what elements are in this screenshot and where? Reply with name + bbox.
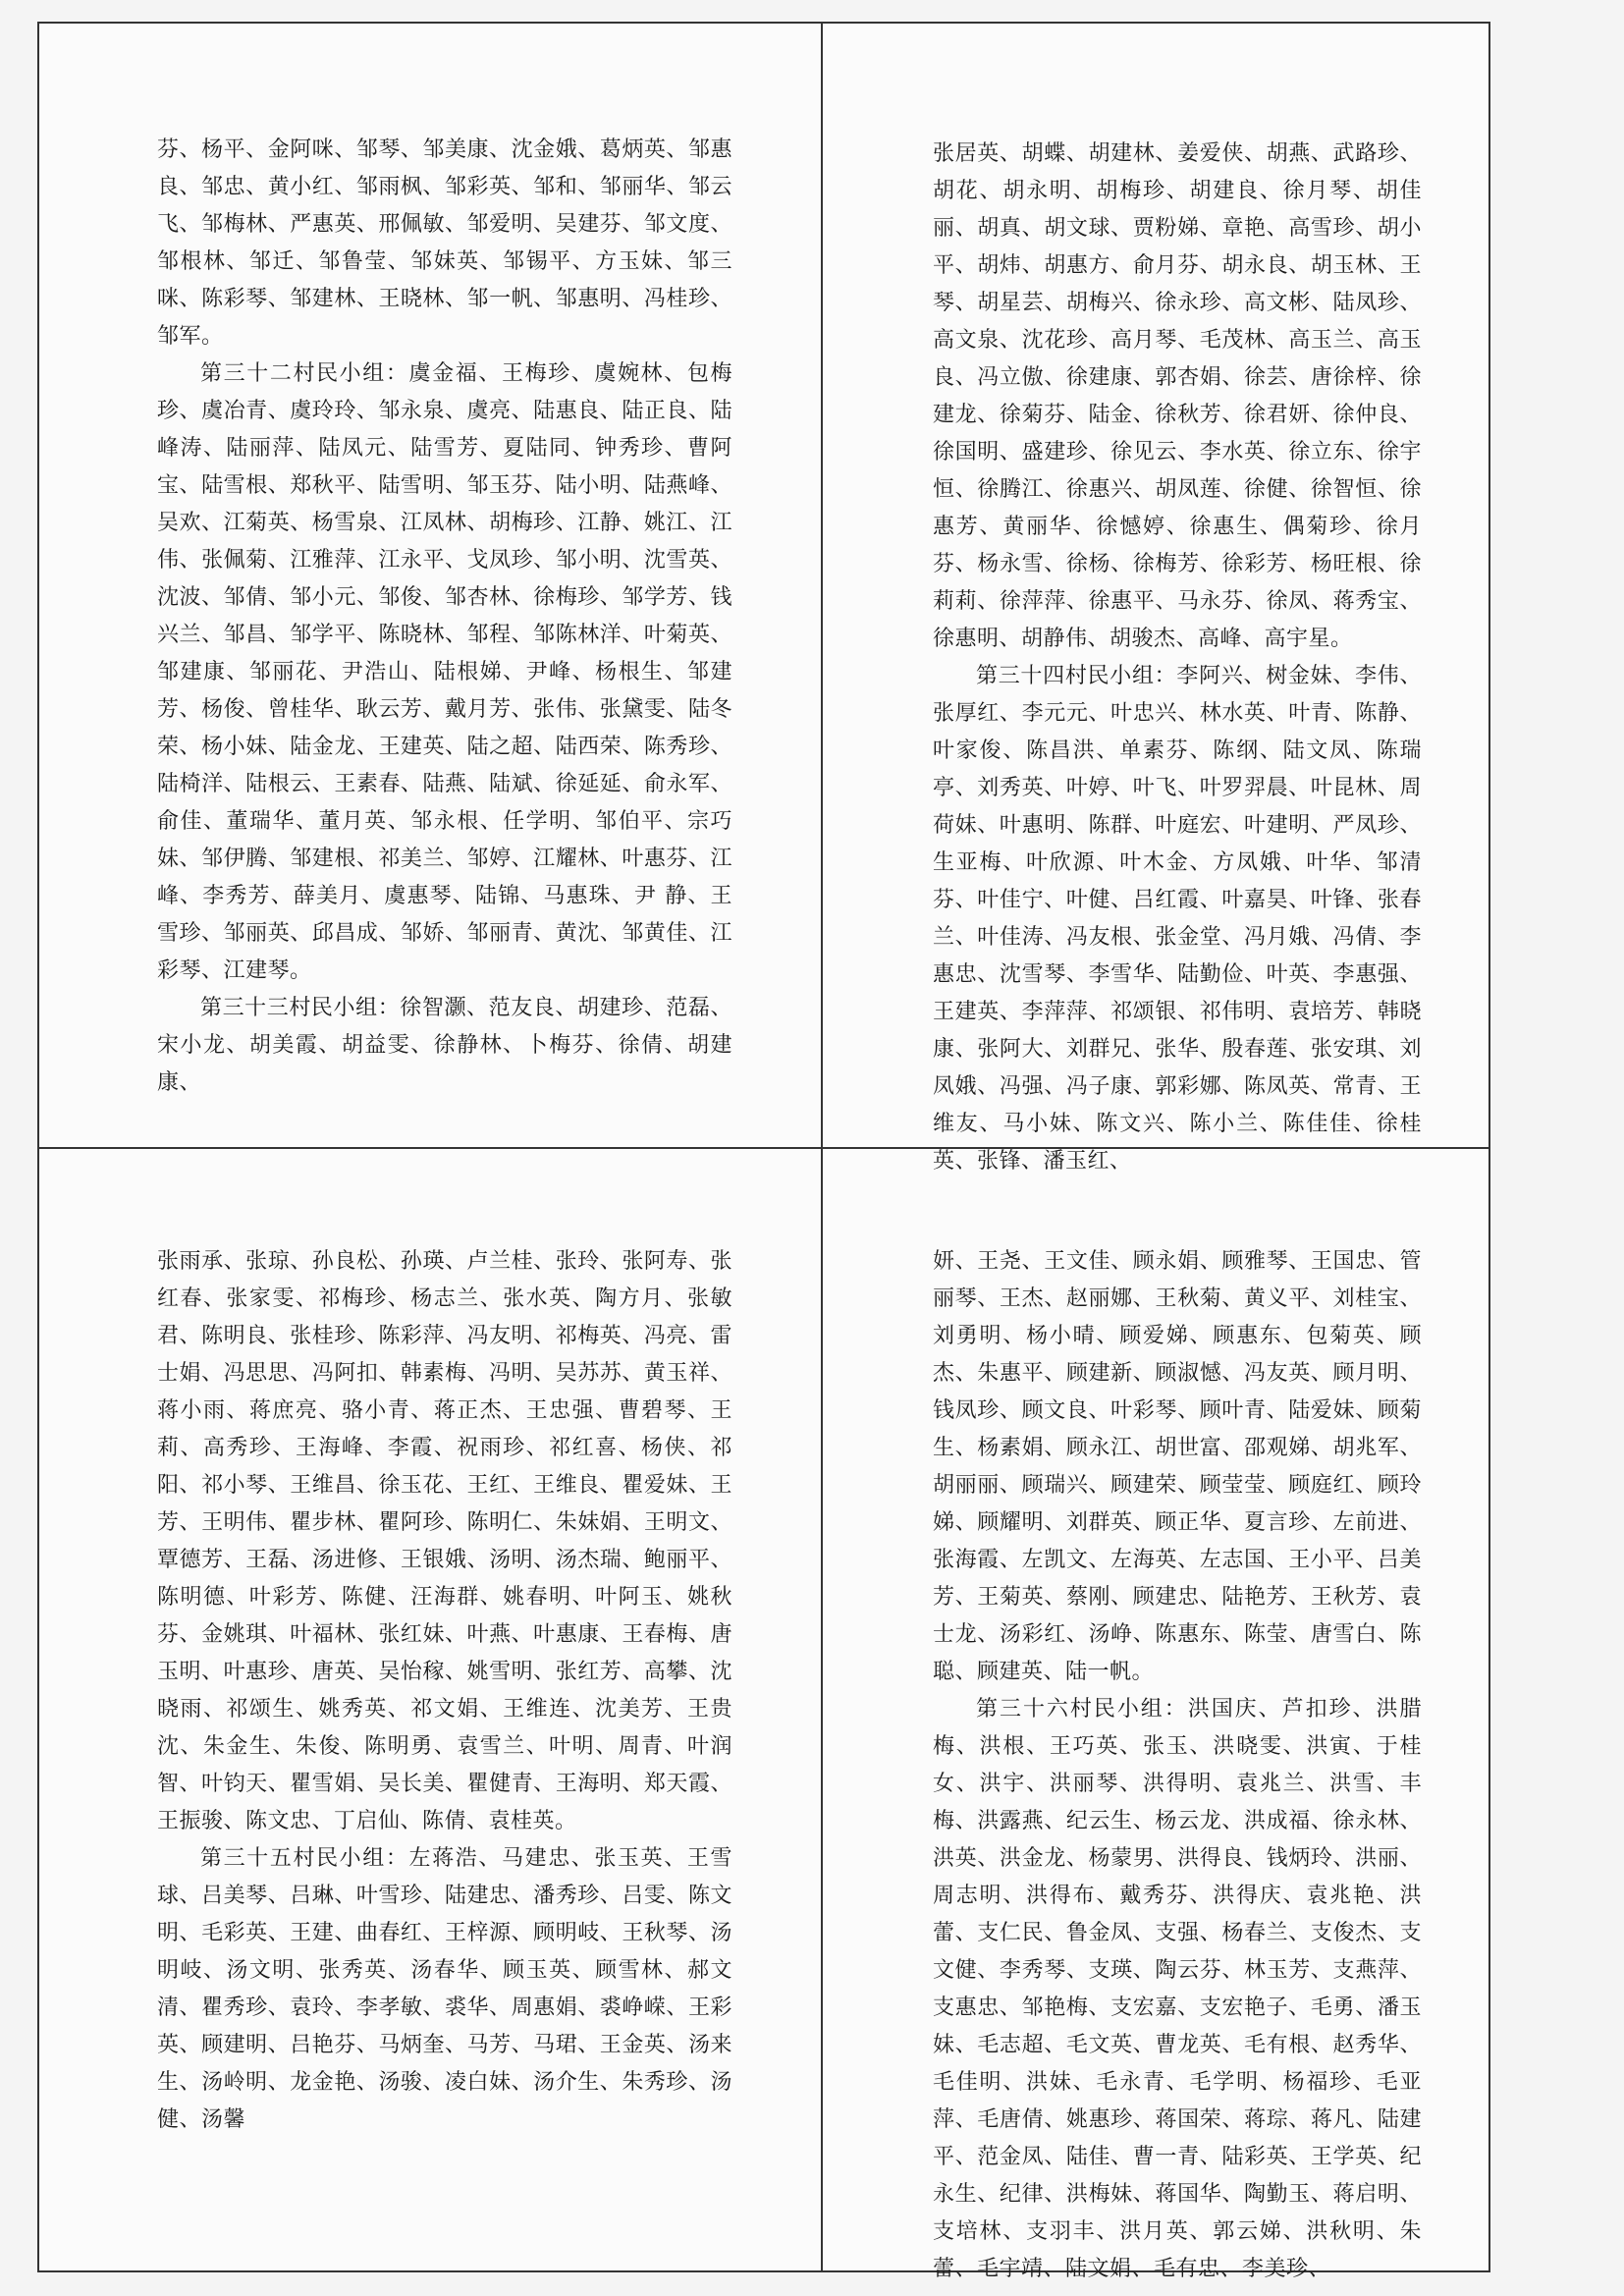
- group-34-paragraph: 第三十四村民小组：李阿兴、树金妹、李伟、张厚红、李元元、叶忠兴、林水英、叶青、陈静、叶家俊、陈昌洪、单素芬、陈纲、陆文凤、陈瑞亭、刘秀英、叶婷、叶飞、叶罗羿晨、叶昆林、周荷妹、叶惠明、陈群、叶庭宏、叶建明、严凤珍、生亚梅、叶欣源、叶木金、方凤娥、叶华、邹清芬、叶佳宁、叶健、吕红霞、叶嘉昊、叶锋、张春兰、叶佳涛、冯友根、张金堂、冯月娥、冯倩、李惠忠、沈雪琴、李雪华、陆勤俭、叶英、李惠强、王建英、李萍萍、祁颂银、祁伟明、袁培芳、韩晓康、张阿大、刘群兄、张华、殷春莲、张安琪、刘凤娥、冯强、冯子康、郭彩娜、陈凤英、常青、王维友、马小妹、陈文兴、陈小兰、陈佳佳、徐桂英、张锋、潘玉红、: [933, 664, 1422, 1174]
- group-35-paragraph: 第三十五村民小组：左蒋浩、马建忠、张玉英、王雪球、吕美琴、吕琳、叶雪珍、陆建忠、潘秀珍、吕雯、陈文明、毛彩英、王建、曲春红、王梓源、顾明岐、王秋琴、汤明岐、汤文明、张秀英、汤春华、顾玉英、顾雪林、郝文清、瞿秀珍、袁玲、李孝敏、裘华、周惠娟、裘峥嵘、王彩英、顾建明、吕艳芬、马炳奎、马芳、马珺、王金英、汤来生、汤岭明、龙金艳、汤骏、凌白妹、汤介生、朱秀珍、汤健、汤馨: [157, 1846, 732, 2132]
- document-sheet: [37, 22, 1490, 2281]
- group-36-paragraph: 第三十六村民小组：洪国庆、芦扣珍、洪腊梅、洪根、王巧英、张玉、洪晓雯、洪寅、于桂女、洪宇、洪丽琴、洪得明、袁兆兰、洪雪、丰梅、洪露燕、纪云生、杨云龙、洪成福、徐永林、洪英、洪金龙、杨蒙男、洪得良、钱炳玲、洪丽、周志明、洪得布、戴秀芬、洪得庆、袁兆艳、洪蕾、支仁民、鲁金凤、支强、杨春兰、支俊杰、支文健、李秀琴、支瑛、陶云芬、林玉芳、支燕萍、支惠忠、邹艳梅、支宏嘉、支宏艳子、毛勇、潘玉妹、毛志超、毛文英、曹龙英、毛有根、赵秀华、毛佳明、洪妹、毛永青、毛学明、杨福珍、毛亚萍、毛唐倩、姚惠珍、蒋国荣、蒋琮、蒋凡、陆建平、范金凤、陆佳、曹一青、陆彩英、王学英、纪永生、纪律、洪梅妹、蒋国华、陶勤玉、蒋启明、支培林、支羽丰、洪月英、郭云娣、洪秋明、朱蕾、毛宇靖、陆文娟、毛有忠、李美珍、: [933, 1697, 1422, 2281]
- name-list-continuation: 芬、杨平、金阿咪、邹琴、邹美康、沈金娥、葛炳英、邹惠良、邹忠、黄小红、邹雨枫、邹彩英、邹和、邹丽华、邹云飞、邹梅林、严惠英、邢佩敏、邹爱明、吴建芬、邹文度、邹根林、邹迁、邹鲁莹、邹妹英、邹锡平、方玉妹、邹三咪、陈彩琴、邹建林、王晓林、邹一帆、邹惠明、冯桂珍、邹军。: [157, 137, 732, 349]
- quadrant-top-left: [39, 24, 821, 1147]
- name-list-continuation: 张居英、胡蝶、胡建林、姜爱侠、胡燕、武路珍、胡花、胡永明、胡梅珍、胡建良、徐月琴、胡佳丽、胡真、胡文球、贾粉娣、章艳、高雪珍、胡小平、胡炜、胡惠方、俞月芬、胡永良、胡玉林、王琴、胡星芸、胡梅兴、徐永珍、高文彬、陆凤珍、高文泉、沈花珍、高月琴、毛茂林、高玉兰、高玉良、冯立傲、徐建康、郭杏娟、徐芸、唐徐梓、徐建龙、徐菊芬、陆金、徐秋芳、徐君妍、徐仲良、徐国明、盛建珍、徐见云、李水英、徐立东、徐宇恒、徐腾江、徐惠兴、胡凤莲、徐健、徐智恒、徐惠芳、黄丽华、徐憾婷、徐惠生、偶菊珍、徐月芬、杨永雪、徐杨、徐梅芳、徐彩芳、杨旺根、徐莉莉、徐萍萍、徐惠平、马永芬、徐凤、蒋秀宝、徐惠明、胡静伟、胡骏杰、高峰、高宇星。: [933, 141, 1422, 651]
- group-32-paragraph: 第三十二村民小组：虞金福、王梅珍、虞婉林、包梅珍、虞冶青、虞玲玲、邹永泉、虞亮、陆惠良、陆正良、陆峰涛、陆丽萍、陆凤元、陆雪芳、夏陆同、钟秀珍、曹阿宝、陆雪根、郑秋平、陆雪明、邹玉芬、陆小明、陆燕峰、吴欢、江菊英、杨雪泉、江凤林、胡梅珍、江静、姚江、江伟、张佩菊、江雅萍、江永平、戈凤珍、邹小明、沈雪英、沈波、邹倩、邹小元、邹俊、邹杏林、徐梅珍、邹学芳、钱兴兰、邹昌、邹学平、陈晓林、邹程、邹陈林洋、叶菊英、邹建康、邹丽花、尹浩山、陆根娣、尹峰、杨根生、邹建芳、杨俊、曾桂华、耿云芳、戴月芳、张伟、张黛雯、陆冬荣、杨小妹、陆金龙、王建英、陆之超、陆西荣、陈秀珍、陆椅洋、陆根云、王素春、陆燕、陆斌、徐延延、俞永军、俞佳、董瑞华、董月英、邹永根、任学明、邹伯平、宗巧妹、邹伊腾、邹建根、祁美兰、邹婷、江耀林、叶惠芬、江峰、李秀芳、薛美月、虞惠琴、陆锦、马惠珠、尹 静、王雪珍、邹丽英、邱昌成、邹娇、邹丽青、黄沈、邹黄佳、江彩琴、江建琴。: [157, 361, 732, 983]
- quadrant-bottom-left: [39, 1149, 821, 2272]
- name-list-continuation: 妍、王尧、王文佳、顾永娟、顾雅琴、王国忠、管丽琴、王杰、赵丽娜、王秋菊、黄义平、刘桂宝、刘勇明、杨小晴、顾爱娣、顾惠东、包菊英、顾杰、朱惠平、顾建新、顾淑憾、冯友英、顾月明、钱凤珍、顾文良、叶彩琴、顾叶青、陆爱妹、顾菊生、杨素娟、顾永江、胡世富、邵观娣、胡兆军、胡丽丽、顾瑞兴、顾建荣、顾莹莹、顾庭红、顾玲娣、顾耀明、刘群英、顾正华、夏言珍、左前进、张海霞、左凯文、左海英、左志国、王小平、吕美芳、王菊英、蔡刚、顾建忠、陆艳芳、王秋芳、袁士龙、汤彩红、汤峥、陈惠东、陈莹、唐雪白、陈聪、顾建英、陆一帆。: [933, 1249, 1422, 1684]
- group-33-paragraph: 第三十三村民小组：徐智灏、范友良、胡建珍、范磊、宋小龙、胡美霞、胡益雯、徐静林、卜梅芬、徐倩、胡建康、: [157, 996, 732, 1095]
- name-list-continuation: 张雨承、张琼、孙良松、孙瑛、卢兰桂、张玲、张阿寿、张红春、张家雯、祁梅珍、杨志兰、张水英、陶方月、张敏君、陈明良、张桂珍、陈彩萍、冯友明、祁梅英、冯亮、雷士娟、冯思思、冯阿扣、韩素梅、冯明、吴苏苏、黄玉祥、蒋小雨、蒋庶亮、骆小青、蒋正杰、王忠强、曹碧琴、王莉、高秀珍、王海峰、李霞、祝雨珍、祁红喜、杨侠、祁阳、祁小琴、王维昌、徐玉花、王红、王维良、瞿爱妹、王芳、王明伟、瞿步林、瞿阿珍、陈明仁、朱妹娟、王明文、覃德芳、王磊、汤进修、王银娥、汤明、汤杰瑞、鲍丽平、陈明德、叶彩芳、陈健、汪海群、姚春明、叶阿玉、姚秋芬、金姚琪、叶福林、张红妹、叶燕、叶惠康、王春梅、唐玉明、叶惠珍、唐英、吴怡稼、姚雪明、张红芳、高攀、沈晓雨、祁颂生、姚秀英、祁文娟、王维连、沈美芳、王贵沈、朱金生、朱俊、陈明勇、袁雪兰、叶明、周青、叶润智、叶钧天、瞿雪娟、吴长美、瞿健青、王海明、郑天霞、王振骏、陈文忠、丁启仙、陈倩、袁桂英。: [157, 1249, 732, 1833]
- quadrant-top-right: [823, 24, 1490, 1174]
- quadrant-bottom-right: [823, 1149, 1490, 2281]
